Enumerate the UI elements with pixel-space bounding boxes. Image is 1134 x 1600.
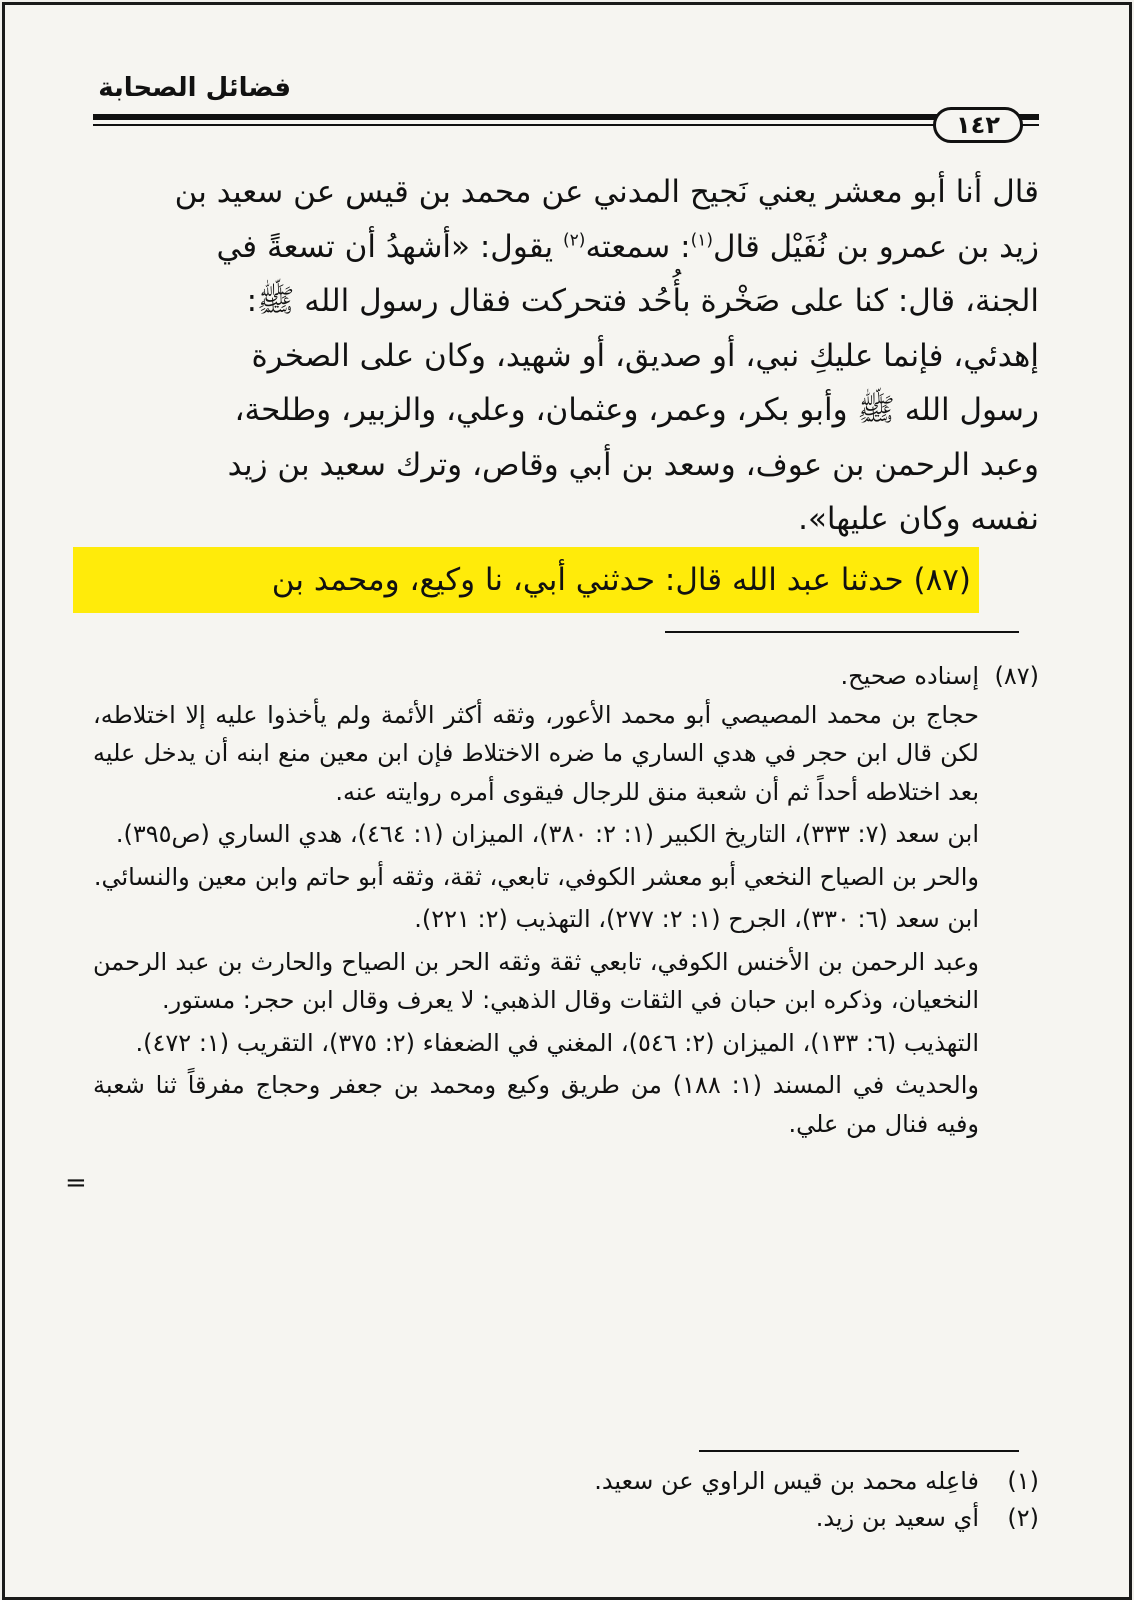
text-line: قال أنا أبو معشر يعني نَجيح المدني عن محمد بن قيس عن سعيد بن [174, 174, 1039, 210]
note-paragraph: ابن سعد (٧: ٣٣٣)، التاريخ الكبير (١: ٢: ٣٨٠)، الميزان (١: ٤٦٤)، هدي الساري (ص٣٩٥). [115, 820, 979, 848]
note-heading: (٨٧)إسناده صحيح. [93, 657, 1039, 696]
header-rule-thick [93, 114, 1039, 120]
hadith-text [93, 165, 1039, 547]
footnote: (١)فاعِله محمد بن قيس الراوي عن سعيد. [93, 1463, 1039, 1500]
text-line: إهدئي، فإنما عليكِ نبي، أو صديق، أو شهيد، وكان على الصخرة [251, 337, 1039, 374]
notes-separator [665, 631, 1019, 633]
footnotes-separator [699, 1450, 1019, 1452]
footnote-number: (١) [1007, 1467, 1039, 1495]
note-paragraph: حجاج بن محمد المصيصي أبو محمد الأعور، وثقه أكثر الأئمة ولم يأخذوا عليه إلا اختلاطه، لكن قال ابن حجر في هدي الساري ما ضره الاختلاط فإن ابن معين منع ابنه أن يدخل عليه بعد اختلاطه أحداً ثم أن شعبة منق للرجال فيقوى أمره روايته عنه. [93, 700, 979, 806]
continuation-mark: = [65, 1168, 87, 1198]
footnote-ref-2[interactable]: (٢) [563, 230, 586, 251]
note-paragraph: التهذيب (٦: ١٣٣)، الميزان (٢: ٥٤٦)، المغني في الضعفاء (٢: ٣٧٥)، التقريب (١: ٤٧٢). [135, 1028, 979, 1057]
commentary-notes [93, 657, 1039, 1143]
text-line: رسول الله ﷺ وأبو بكر، وعمر، وعثمان، وعلي، والزبير، وطلحة، [234, 392, 1039, 428]
footnotes [93, 1463, 1039, 1537]
footnote-ref-1[interactable]: (١) [690, 230, 713, 251]
note-paragraph: وعبد الرحمن بن الأخنس الكوفي، تابعي ثقة وثقه الحر بن الصياح والحارث بن عبد الرحمن النخعيان، وذكره ابن حبان في الثقات وقال الذهبي: لا يعرف وقال ابن حجر: مستور. [93, 947, 979, 1014]
header-rule-thin [93, 124, 1039, 126]
page-number: ١٤٢ [933, 107, 1023, 143]
highlighted-hadith-start: (٨٧) حدثنا عبد الله قال: حدثني أبي، نا وكيع، ومحمد بن [271, 562, 971, 598]
text-line: زيد بن عمرو بن نُفَيْل قال$^{(١)}$: سمعته$^{(٢)}$ يقول: «أشهدُ أن تسعةً في [216, 228, 1039, 265]
text-line: الجنة، قال: كنا على صَخْرة بأُحُد فتحركت فقال رسول الله ﷺ: [246, 283, 1039, 319]
footnote: (٢)أي سعيد بن زيد. [93, 1500, 1039, 1537]
note-paragraph: والحديث في المسند (١: ١٨٨) من طريق وكيع ومحمد بن جعفر وحجاج مفرقاً ثنا شعبة وفيه فنال من علي. [93, 1071, 979, 1138]
note-paragraph: ابن سعد (٦: ٣٣٠)، الجرح (١: ٢: ٢٧٧)، التهذيب (٢: ٢٢١). [414, 905, 979, 933]
running-title: فضائل الصحابة [98, 73, 291, 103]
text-line: وعبد الرحمن بن عوف، وسعد بن أبي وقاص، وترك سعيد بن زيد [227, 446, 1039, 483]
footnote-number: (٢) [1007, 1504, 1039, 1532]
note-number: (٨٧) [994, 662, 1039, 690]
book-page [2, 2, 1132, 1600]
text-line: نفسه وكان عليها». [798, 501, 1039, 537]
note-paragraph: والحر بن الصياح النخعي أبو معشر الكوفي، تابعي، ثقة، وثقه أبو حاتم وابن معين والنسائي. [93, 862, 979, 891]
